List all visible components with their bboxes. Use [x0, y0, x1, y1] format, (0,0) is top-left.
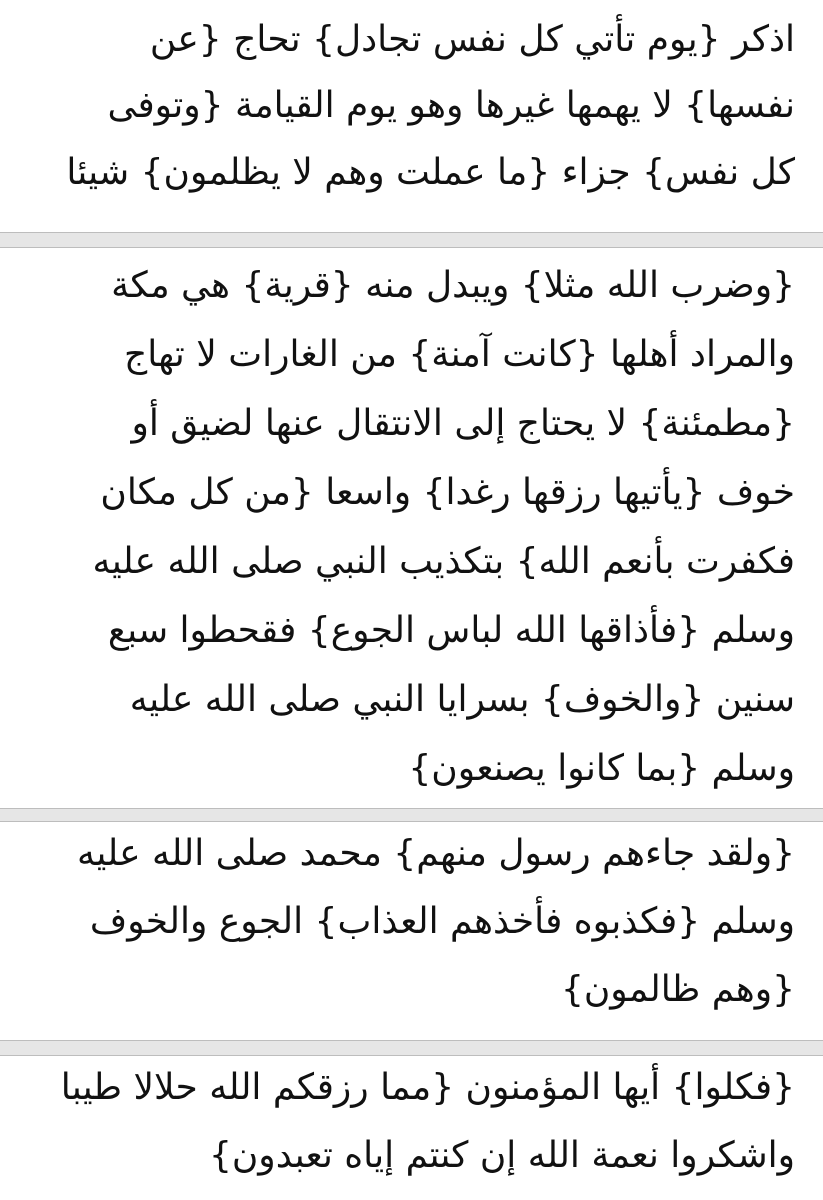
- paragraph-line: وسلم {بما كانوا يصنعون}: [408, 748, 795, 789]
- paragraph-line: سنين {والخوف} بسرايا النبي صلى الله عليه: [129, 679, 795, 720]
- paragraph-line: {فكلوا} أيها المؤمنون {مما رزقكم الله حلالا طيبا: [60, 1067, 795, 1108]
- paragraph-4: [0, 1056, 823, 1200]
- paragraph-line: كل نفس} جزاء {ما عملت وهم لا يظلمون} شيئا: [66, 152, 795, 193]
- paragraph-1: [0, 0, 823, 232]
- paragraph-line: اذكر {يوم تأتي كل نفس تجادل} تحاج {عن: [149, 19, 795, 60]
- paragraph-line: {وضرب الله مثلا} ويبدل منه {قرية} هي مكة: [111, 265, 795, 306]
- paragraph-line: {ولقد جاءهم رسول منهم} محمد صلى الله عليه: [77, 833, 795, 874]
- paragraph-line: وسلم {فأذاقها الله لباس الجوع} فقحطوا سبع: [107, 610, 795, 651]
- paragraph-line: نفسها} لا يهمها غيرها وهو يوم القيامة {وتوفى: [107, 85, 795, 126]
- section-divider: [0, 1040, 823, 1056]
- paragraph-line: {وهم ظالمون}: [560, 969, 795, 1010]
- paragraph-line: واشكروا نعمة الله إن كنتم إياه تعبدون}: [208, 1135, 795, 1176]
- paragraph-line: والمراد أهلها {كانت آمنة} من الغارات لا تهاج: [124, 334, 795, 375]
- paragraph-3: [0, 822, 823, 1040]
- paragraph-line: خوف {يأتيها رزقها رغدا} واسعا {من كل مكان: [100, 472, 795, 513]
- paragraph-line: فكفرت بأنعم الله} بتكذيب النبي صلى الله عليه: [92, 541, 795, 582]
- paragraph-line: {مطمئنة} لا يحتاج إلى الانتقال عنها لضيق أو: [131, 403, 795, 444]
- section-divider: [0, 232, 823, 248]
- paragraph-2: [0, 248, 823, 808]
- section-divider: [0, 808, 823, 822]
- paragraph-line: وسلم {فكذبوه فأخذهم العذاب} الجوع والخوف: [89, 901, 795, 942]
